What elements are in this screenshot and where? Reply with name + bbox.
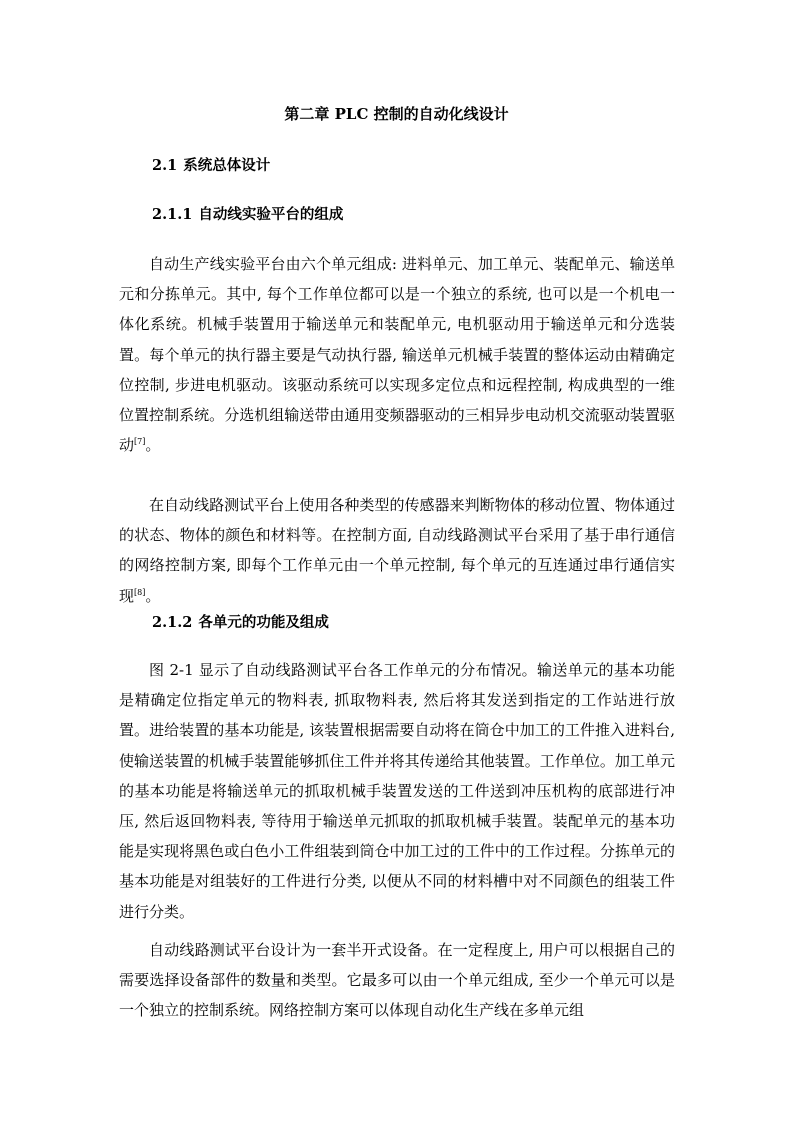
paragraph-text: 自动生产线实验平台由六个单元组成: 进料单元、加工单元、装配单元、输送单元和分拣单元。其中, 每个工作单位都可以是一个独立的系统, 也可以是一个机电一体化系统。机械手装置用于输送单元和装配单元, 电机驱动用于输送单元和分选装置。每个单元的执行器主要是气动执行器, 输送单元机械手装置的整体运动由精确定位控制, 步进电机驱动。该驱动系统可以实现多定位点和远程控制, 构成典型的一维位置控制系统。分选机组输送带由通用变频器驱动的三相异步电动机交流驱动装置驱动	[119, 255, 675, 455]
citation-ref: [7]	[134, 437, 146, 447]
section-number: 2.1.1	[152, 206, 193, 223]
paragraph-end: 。	[145, 586, 161, 605]
paragraph-text: 图 2-1 显示了自动线路测试平台各工作单元的分布情况。输送单元的基本功能是精确定位指定单元的物料表, 抓取物料表, 然后将其发送到指定的工作站进行放置。进给装置的基本功能是, 该装置根据需要自动将在筒仓中加工的工件推入进料台, 使输送装置的机械手装置能够抓住工件并将其传递给其他装置。工作单位。加工单元的基本功能是将输送单元的抓取机械手装置发送的工件送到冲压机构的底部进行冲压, 然后返回物料表, 等待用于输送单元抓取的抓取机械手装置。装配单元的基本功能是实现将黑色或白色小工件组装到筒仓中加工过的工件中的工作过程。分拣单元的基本功能是对组装好的工件进行分类, 以便从不同的材料槽中对不同颜色的组装工件进行分类。	[119, 661, 675, 921]
paragraph	[119, 490, 675, 611]
citation-ref: [8]	[134, 587, 146, 597]
section-heading-2-1	[152, 155, 270, 177]
section-number: 2.1	[152, 157, 178, 174]
chapter-title: 第二章 PLC 控制的自动化线设计	[284, 105, 509, 123]
section-heading-2-1-2	[152, 612, 329, 634]
section-title: 自动线实验平台的组成	[198, 206, 344, 223]
section-number: 2.1.2	[152, 614, 193, 631]
paragraph	[119, 249, 675, 460]
paragraph-text: 自动线路测试平台设计为一套半开式设备。在一定程度上, 用户可以根据自己的需要选择设备部件的数量和类型。它最多可以由一个单元组成, 至少一个单元可以是一个独立的控制系统。网络控制方案可以体现自动化生产线在多单元组	[119, 941, 675, 1020]
paragraph	[119, 655, 675, 927]
section-heading-2-1-1	[152, 204, 343, 226]
paragraph-end: 。	[145, 436, 161, 455]
paragraph	[119, 935, 675, 1026]
paragraph-text: 在自动线路测试平台上使用各种类型的传感器来判断物体的移动位置、物体通过的状态、物体的颜色和材料等。在控制方面, 自动线路测试平台采用了基于串行通信的网络控制方案, 即每个工作单元由一个单元控制, 每个单元的互连通过串行通信实现	[119, 496, 675, 605]
section-title: 各单元的功能及组成	[198, 614, 329, 631]
section-title: 系统总体设计	[183, 157, 271, 174]
